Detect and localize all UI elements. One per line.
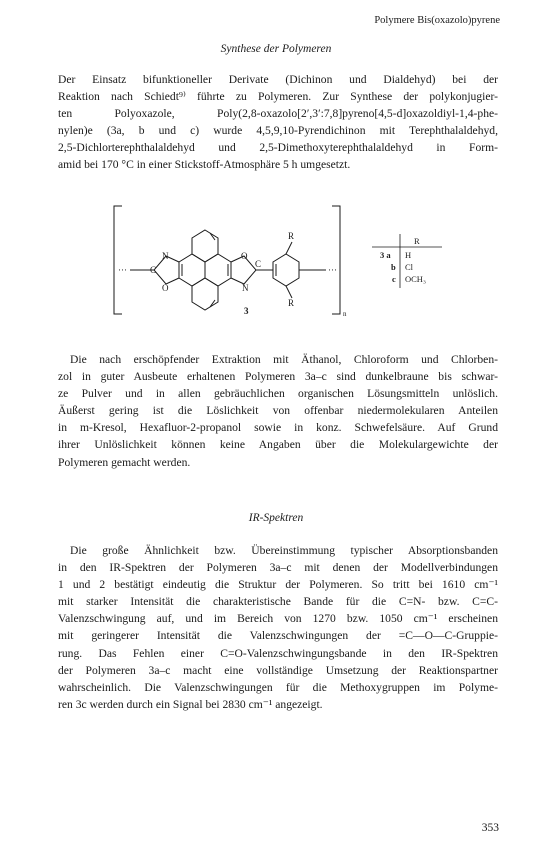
pyrene-ring-left — [179, 254, 205, 286]
text-line: in m-Kresol, Hexafluor-2-propanol sowie in konz. Schwefelsäure. Auf Grund — [58, 421, 498, 435]
text-line: mit starker Intensität die charakteristische Bande für die C=N- bzw. C=C- — [58, 595, 498, 609]
text-line: ren 3c werden durch ein Signal bei 2830 cm⁻¹ angezeigt. — [58, 697, 323, 711]
section-title-ir: IR-Spektren — [248, 512, 304, 524]
end-dots-left: ··· — [118, 265, 127, 275]
text-line: ze Pulver und in allen gebräuchlichen organischen Lösungsmitteln unlöslich. — [58, 387, 498, 401]
pyrene-ring-bottom — [192, 278, 218, 310]
substituent-label-top: R — [288, 231, 295, 241]
paragraph-extraktion — [58, 351, 498, 471]
table-header: R — [414, 236, 420, 246]
text-line: amid bei 170 °C in einer Stickstoff-Atmosphäre 5 h umgesetzt. — [58, 158, 351, 172]
text-line: zol in guter Ausbeute erhaltenen Polymeren 3a–c sind dunkelbraune bis schwar- — [58, 370, 498, 384]
text-line: Die große Ähnlichkeit bzw. Übereinstimmung typischer Absorptionsbanden — [70, 544, 498, 557]
text-line: Reaktion nach Schiedt⁹⁾ führte zu Polymeren. Zur Synthese der polykonjugier- — [58, 90, 498, 104]
text-line: Polymeren gemacht werden. — [58, 455, 191, 469]
compound-label: 3 — [244, 306, 249, 316]
paragraph-ir — [58, 542, 498, 713]
end-dots-right: ··· — [328, 265, 337, 275]
text-line: rung. Das Fehlen einer C=O-Valenzschwingungsbande in den IR-Spektren — [58, 646, 498, 660]
repeat-subscript: n — [343, 310, 347, 318]
atom-label: O — [241, 251, 248, 261]
substituent-table — [362, 232, 452, 292]
text-line: Die nach erschöpfender Extraktion mit Äthanol, Chloroform und Chlorben- — [70, 353, 498, 366]
text-line: Der Einsatz bifunktioneller Derivate (Dichinon und Dialdehyd) bei der — [58, 73, 498, 86]
section-title-synthese: Synthese der Polymeren — [220, 43, 332, 55]
text-line: mit geringerer Intensität die Valenzschwingungen der =C—O—C-Gruppie- — [58, 629, 498, 643]
running-head: Polymere Bis(oxazolo)pyrene — [374, 15, 500, 26]
text-line: ten Polyoxazole, Poly(2,8-oxazolo[2′,3′:7,8]pyreno[4,5-d]oxazoldiyl-1,4-phe- — [58, 107, 498, 121]
atom-label: N — [242, 283, 249, 293]
right-bracket — [332, 206, 340, 314]
substituent-label-bottom: R — [288, 298, 295, 308]
text-line: nylen)e (3a, b und c) wurde 4,5,9,10-Pyrendichinon mit Terephthalaldehyd, — [58, 124, 498, 138]
atom-label: N — [162, 251, 169, 261]
text-line: 1 und 2 bestätigt eindeutig die Struktur der Polymeren. So tritt bei 1610 cm⁻¹ — [58, 578, 498, 592]
text-line: der Polymeren 3a–c macht eine vollständige Umsetzung der Reaktionspartner — [58, 663, 498, 677]
page-number: 353 — [481, 822, 499, 834]
text-line: Äußerst gering ist die Löslichkeit von offenbar niedermolekularen Anteilen — [58, 404, 498, 418]
text-line: Valenzschwingung auf, und im Bereich von 1270 bzw. 1050 cm⁻¹ erscheinen — [58, 612, 498, 626]
table-row-value: H — [405, 250, 412, 260]
table-row-label: c — [392, 274, 396, 284]
text-line: in den IR-Spektren der Polymeren 3a–c mit denen der Modellverbindungen — [58, 561, 498, 575]
text-line: 2,5-Dichlorterephthalaldehyd und 2,5-Dimethoxyterephthalaldehyd in Form- — [58, 141, 498, 155]
pyrene-ring-right — [205, 254, 231, 286]
atom-label: C — [255, 259, 262, 269]
paragraph-synthese — [58, 71, 498, 174]
table-row-label: b — [391, 262, 396, 272]
text-line: ihrer Unlöslichkeit können keine Angaben über die Molekulargewichte der — [58, 438, 498, 452]
text-line: wahrscheinlich. Die Valenzschwingungen für die Methoxygruppen im Polyme- — [58, 680, 498, 694]
table-row-value: Cl — [405, 262, 414, 272]
table-row-value: OCH₃ — [405, 274, 426, 284]
table-row-label: 3 a — [380, 250, 391, 260]
phenylene-ring — [273, 254, 299, 286]
atom-label: C — [150, 265, 157, 275]
pyrene-ring-top — [192, 230, 218, 262]
atom-label: O — [162, 283, 169, 293]
left-bracket — [114, 206, 122, 314]
